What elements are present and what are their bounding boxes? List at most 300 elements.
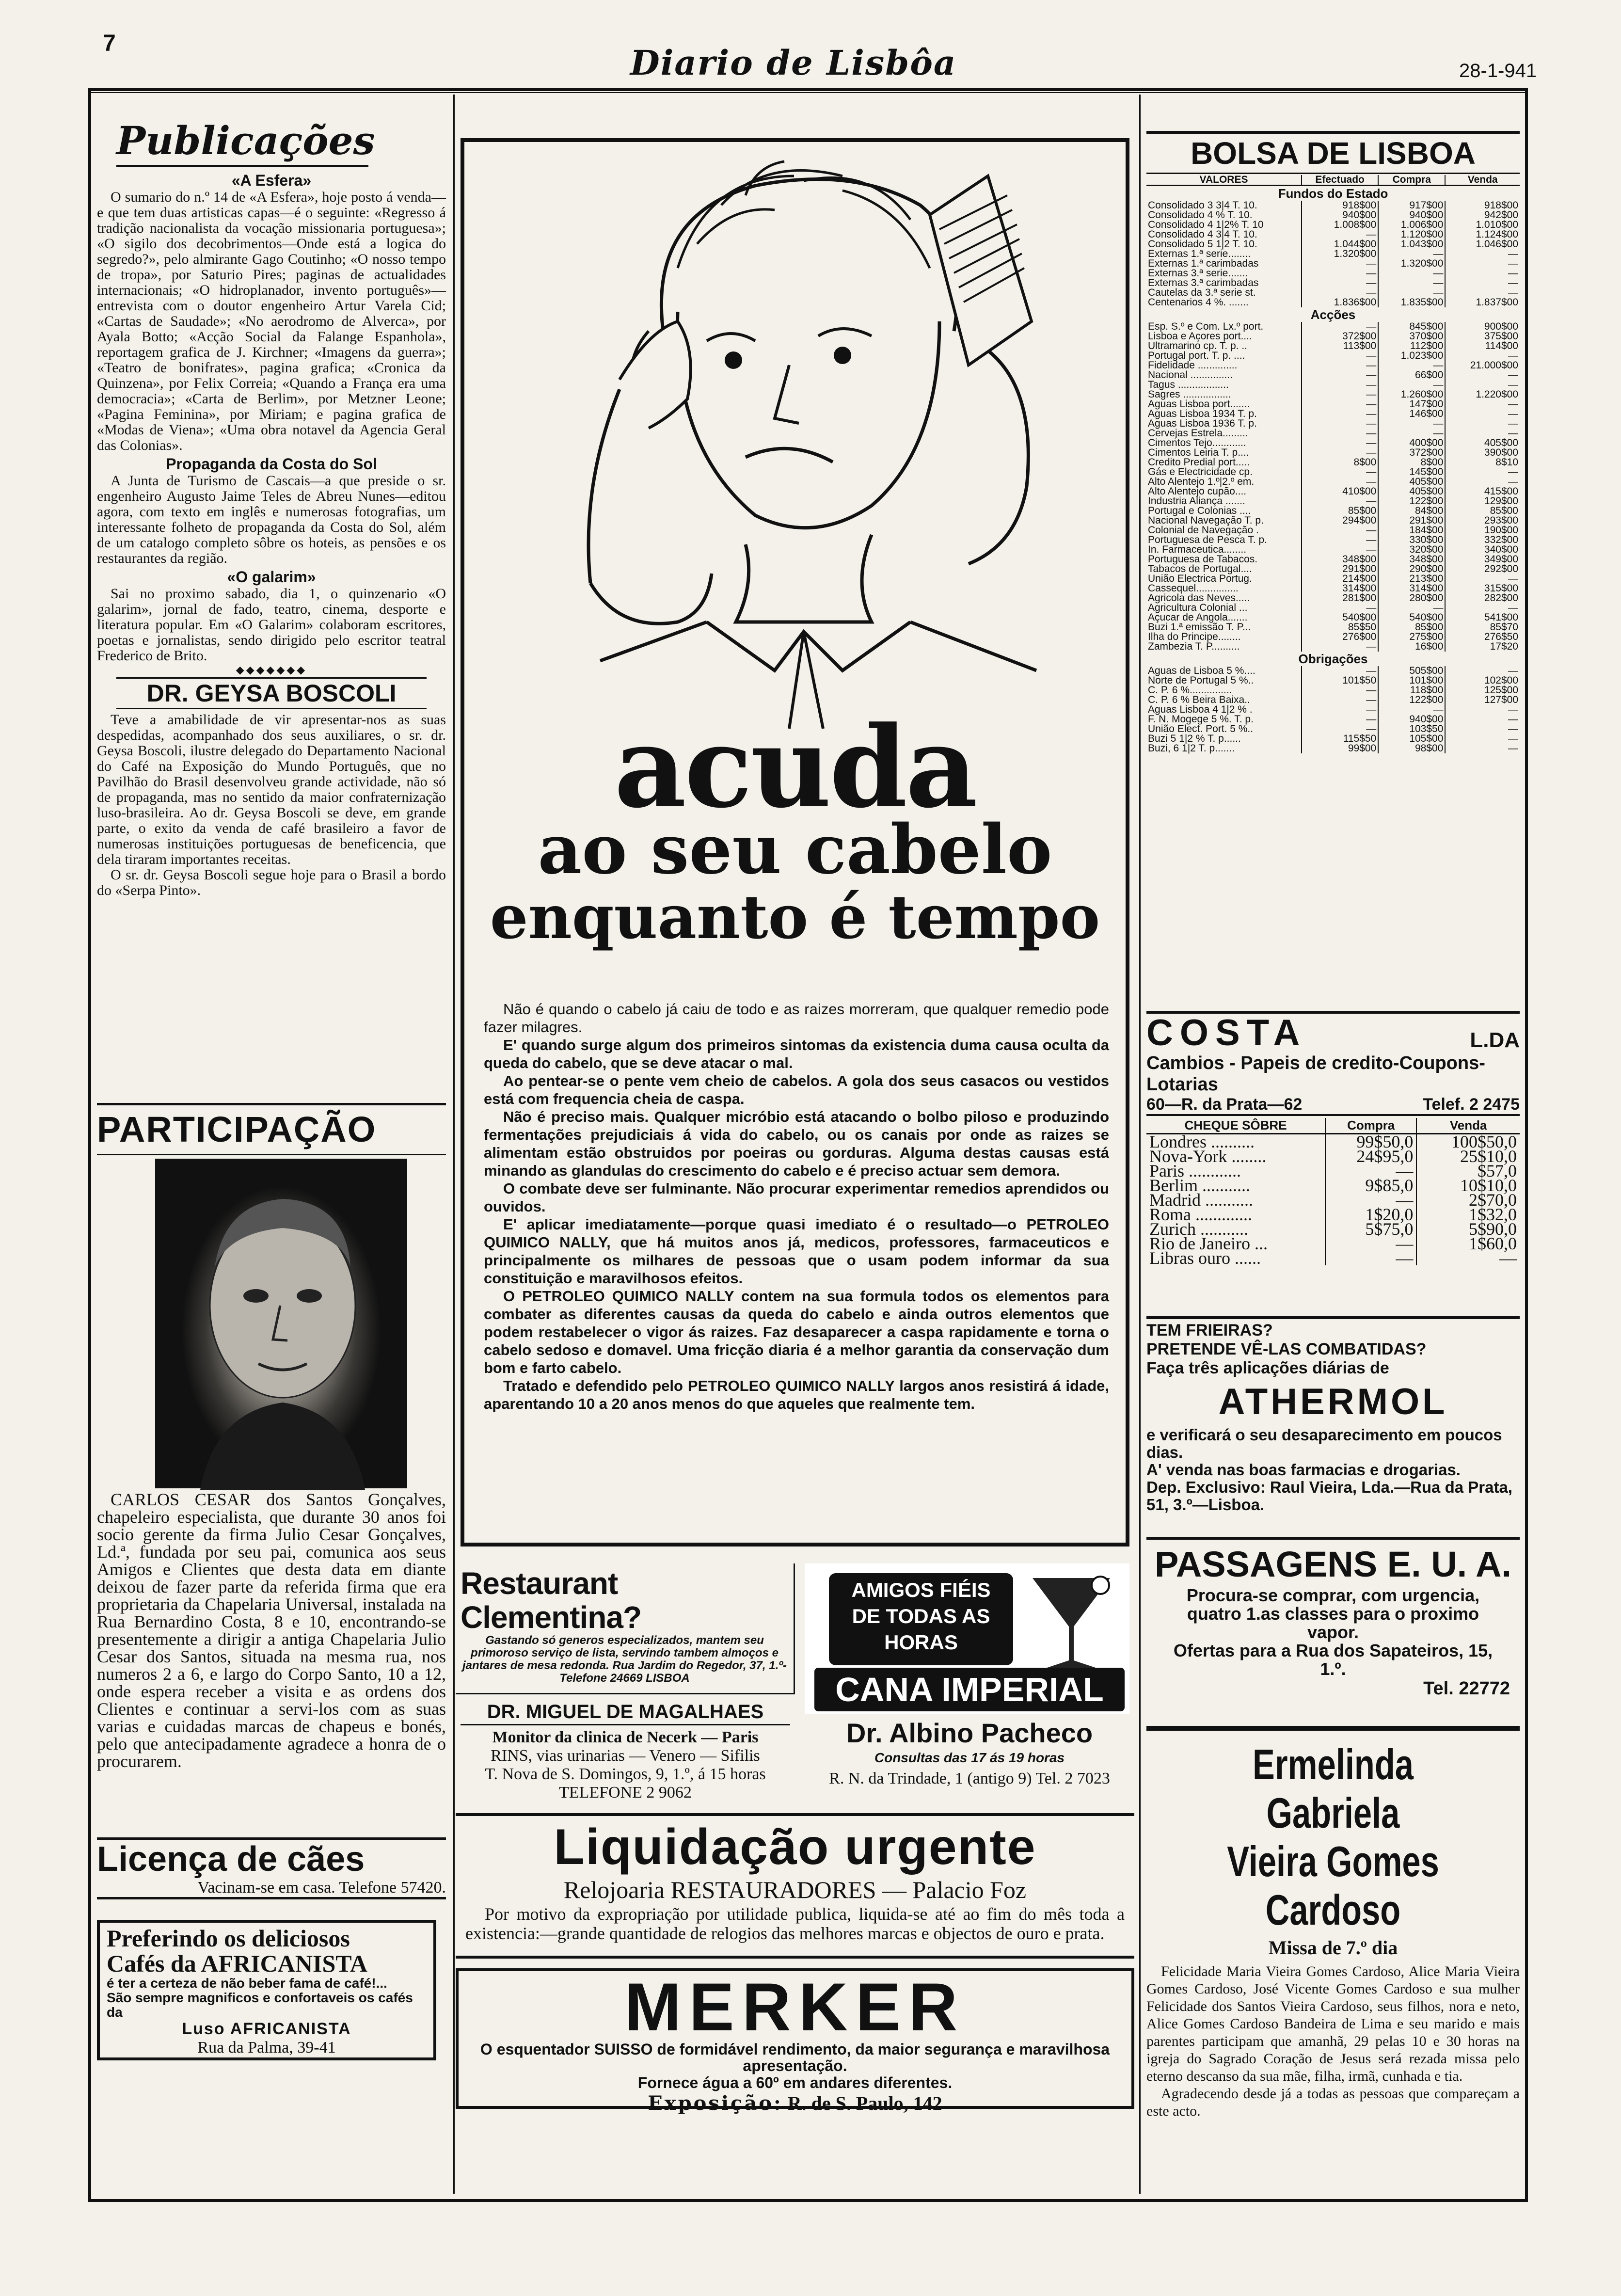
bolsa-row xyxy=(1146,705,1520,715)
bolsa-row xyxy=(1146,230,1520,239)
bolsa-security: C. P. 6 %............... xyxy=(1148,685,1232,696)
bolsa-value: — xyxy=(1302,695,1378,705)
cana-imperial-ad xyxy=(805,1563,1129,1714)
bolsa-value: — xyxy=(1445,351,1520,361)
bolsa-row xyxy=(1146,584,1520,593)
bolsa-security: Cassequel............... xyxy=(1148,583,1239,594)
portrait-photo xyxy=(155,1159,407,1488)
bolsa-security: Cautelas da 3.ª serie st. xyxy=(1148,287,1256,298)
cheque-rate: — xyxy=(1325,1164,1416,1178)
bolsa-value: 940$00 xyxy=(1378,210,1445,220)
magalhaes-name: DR. MIGUEL DE MAGALHAES xyxy=(461,1700,790,1725)
man-combing-hair-illustration xyxy=(503,147,1085,738)
athermol-brand: ATHERMOL xyxy=(1218,1381,1448,1422)
passagens-text: Procura-se comprar, com urgencia, quatro 1.as classes para o proximo vapor. xyxy=(1186,1585,1480,1642)
bolsa-security: Sagres ................. xyxy=(1148,389,1231,400)
bolsa-value: 85$00 xyxy=(1445,506,1520,516)
cheque-rate: 25$10,0 xyxy=(1416,1149,1520,1164)
bolsa-value: — xyxy=(1378,249,1445,259)
bolsa-value: — xyxy=(1378,705,1445,715)
bolsa-row xyxy=(1146,288,1520,298)
bolsa-row xyxy=(1146,361,1520,370)
clementina-title: Restaurant Clementina? xyxy=(461,1566,642,1635)
costa-address: 60—R. da Prata—62 xyxy=(1146,1095,1303,1114)
bolsa-row xyxy=(1146,370,1520,380)
bolsa-value: 375$00 xyxy=(1445,332,1520,341)
nally-headline-2: ao seu cabelo xyxy=(538,810,1052,890)
africanista-title-2: Cafés da AFRICANISTA xyxy=(107,1950,368,1977)
bolsa-security: Norte de Portugal 5 %.. xyxy=(1148,675,1254,686)
bolsa-security: Aguas Lisboa 1934 T. p. xyxy=(1148,408,1257,419)
bolsa-value: — xyxy=(1445,429,1520,438)
bolsa-row xyxy=(1146,593,1520,603)
bolsa-section xyxy=(1146,131,1520,753)
ermelinda-subtitle: Missa de 7.º dia xyxy=(1268,1937,1398,1959)
bolsa-security: Aguas Lisboa 4 1|2 % . xyxy=(1148,704,1253,715)
bolsa-security: Tabacos de Portugal.... xyxy=(1148,563,1252,574)
bolsa-row xyxy=(1146,458,1520,467)
bolsa-security: Consolidado 5 1|2 T. 10. xyxy=(1148,239,1257,250)
publicacoes-column xyxy=(97,116,446,898)
bolsa-security: Consolidado 3 3|4 T. 10. xyxy=(1148,200,1257,211)
bolsa-value: 114$00 xyxy=(1445,341,1520,351)
bolsa-security: Consolidado 4 1|2% T. 10 xyxy=(1148,219,1264,230)
bolsa-security: Portuguesa de Pesca T. p. xyxy=(1148,534,1267,545)
bolsa-value: — xyxy=(1445,249,1520,259)
bolsa-security: Alto Alentejo 1.º|2.º em. xyxy=(1148,476,1255,487)
bolsa-section-name: Acções xyxy=(1310,307,1356,322)
bolsa-value: — xyxy=(1302,467,1378,477)
bolsa-row xyxy=(1146,695,1520,705)
bolsa-value: 1.120$00 xyxy=(1378,230,1445,239)
pacheco-line-2: R. N. da Trindade, 1 (antigo 9) Tel. 2 7023 xyxy=(829,1770,1110,1787)
bolsa-row xyxy=(1146,477,1520,487)
cheque-rate: 24$95,0 xyxy=(1325,1149,1416,1164)
bolsa-security: Buzi 1.ª emissão T. P... xyxy=(1148,622,1251,633)
galarim-heading: «O galarim» xyxy=(227,568,316,586)
cheque-col-venda: Venda xyxy=(1416,1118,1520,1134)
bolsa-value: — xyxy=(1378,278,1445,288)
galarim-text: Sai no proximo sabado, dia 1, o quinzenario «O galarim», jornal de fado, teatro, cinema, desporte e literatura popular. Em «O Galarim» colaboram escritores, poetas e jornalistas, sendo dirigido pelo escritor teatral Frederico de Brito. xyxy=(97,586,446,664)
bolsa-row xyxy=(1146,278,1520,288)
cheque-city: Roma ............. xyxy=(1149,1205,1252,1224)
bolsa-security: Colonial de Navegação . xyxy=(1148,525,1259,536)
bolsa-value: — xyxy=(1445,734,1520,744)
cana-line-1: AMIGOS FIÉIS xyxy=(851,1578,991,1601)
bolsa-value: — xyxy=(1445,715,1520,724)
bolsa-section-name: Obrigações xyxy=(1298,652,1368,666)
bolsa-security: Consolidado 4 % T. 10. xyxy=(1148,209,1253,221)
bolsa-security: Portuguesa de Tabacos. xyxy=(1148,554,1258,565)
bolsa-row xyxy=(1146,390,1520,399)
bolsa-value: — xyxy=(1378,603,1445,613)
bolsa-row xyxy=(1146,666,1520,676)
costa-phone: Telef. 2 2475 xyxy=(1423,1095,1520,1114)
portrait-figure xyxy=(157,1160,409,1490)
bolsa-row xyxy=(1146,564,1520,574)
bolsa-security: Ilha do Principe........ xyxy=(1148,631,1241,642)
merker-title: MERKER xyxy=(624,1969,966,2045)
bolsa-security: Alto Alentejo cupão.... xyxy=(1148,486,1247,497)
nally-p8: Tratado e defendido pelo PETROLEO QUIMICO NALLY largos anos resistirá á idade, aparentando 10 a 20 anos menos do que aqueles que realmente tem. xyxy=(484,1377,1109,1412)
bolsa-value: — xyxy=(1302,230,1378,239)
cheque-city: Nova-York ........ xyxy=(1149,1147,1267,1166)
bolsa-row xyxy=(1146,734,1520,744)
bolsa-value: — xyxy=(1302,448,1378,458)
bolsa-value: 290$00 xyxy=(1378,564,1445,574)
bolsa-row xyxy=(1146,341,1520,351)
bolsa-row xyxy=(1146,249,1520,259)
bolsa-row xyxy=(1146,506,1520,516)
ermelinda-name-1: Ermelinda Gabriela xyxy=(1253,1740,1414,1837)
passagens-ad xyxy=(1146,1537,1520,1699)
cheque-city: Libras ouro ...... xyxy=(1149,1248,1261,1268)
cheque-rate: 5$90,0 xyxy=(1416,1222,1520,1236)
section-divider: ◆◆◆◆◆◆◆ xyxy=(236,664,307,676)
bolsa-row xyxy=(1146,239,1520,249)
bolsa-value: 540$00 xyxy=(1378,613,1445,622)
bolsa-value: 112$00 xyxy=(1378,341,1445,351)
cheque-rate: 5$75,0 xyxy=(1325,1222,1416,1236)
bolsa-value: — xyxy=(1378,361,1445,370)
bolsa-value: 348$00 xyxy=(1378,555,1445,564)
bolsa-security: Externas 1.ª carimbadas xyxy=(1148,258,1259,269)
bolsa-value: — xyxy=(1302,390,1378,399)
bolsa-value: 8$00 xyxy=(1378,458,1445,467)
bolsa-value: 370$00 xyxy=(1378,332,1445,341)
costa-sol-heading: Propaganda da Costa do Sol xyxy=(166,455,377,473)
bolsa-value: 125$00 xyxy=(1445,686,1520,695)
costa-subtitle: Cambios - Papeis de credito-Coupons-Lotarias xyxy=(1146,1053,1485,1095)
bolsa-value: — xyxy=(1302,269,1378,278)
nally-p3: Ao pentear-se o pente vem cheio de cabelos. A gola dos seus casacos ou vestidos está com frequencia cheia de caspa. xyxy=(484,1072,1109,1107)
bolsa-value: 146$00 xyxy=(1378,409,1445,419)
cheque-rate: 1$60,0 xyxy=(1416,1236,1520,1251)
cana-brand: CANA IMPERIAL xyxy=(814,1668,1125,1711)
bolsa-section-header xyxy=(1146,186,1520,201)
bolsa-value: — xyxy=(1445,278,1520,288)
bolsa-value: 122$00 xyxy=(1378,496,1445,506)
bolsa-value: — xyxy=(1378,269,1445,278)
bolsa-value: — xyxy=(1302,399,1378,409)
bolsa-value: — xyxy=(1302,278,1378,288)
bolsa-value: 332$00 xyxy=(1445,535,1520,545)
boscoli-text: Teve a amabilidade de vir apresentar-nos as suas despedidas, acompanhado dos seus auxiliares, o sr. dr. Geysa Boscoli, ilustre delegado do Departamento Nacional do Café na Exposição do Mundo Português, que no Pavilhão do Brasil desenvolveu grande actividade, não só de propaganda, mas no sentido da maior confraternização luso-brasileira. Ao dr. Geysa Boscoli se deve, em grande parte, o exito da venda de café brasileiro a favor de numerosas instituições portuguesas de beneficencia, que dela tiraram importantes receitas. xyxy=(97,712,446,867)
bolsa-value: — xyxy=(1302,419,1378,429)
cheque-rate: — xyxy=(1325,1251,1416,1265)
bolsa-row xyxy=(1146,642,1520,652)
bolsa-value: 1.320$00 xyxy=(1302,249,1378,259)
bolsa-value: — xyxy=(1302,361,1378,370)
bolsa-row xyxy=(1146,487,1520,496)
bolsa-value: — xyxy=(1378,288,1445,298)
bolsa-security: Cervejas Estrela......... xyxy=(1148,428,1248,439)
bolsa-value: 400$00 xyxy=(1378,438,1445,448)
bolsa-security: Tagus .................. xyxy=(1148,379,1229,390)
bolsa-value: 940$00 xyxy=(1378,715,1445,724)
bolsa-value: — xyxy=(1445,259,1520,269)
bolsa-value: 340$00 xyxy=(1445,545,1520,555)
costa-name: COSTA xyxy=(1146,1012,1307,1053)
esfera-text: O sumario do n.º 14 de «A Esfera», hoje posto á venda— e que tem duas artisticas capas—é o seguinte: «Regresso á tradição nacionalista da vocação missionaria portuguesa»; «O sigilo dos decobrimentos—Onde está a logica do segredo?», pelo almirante Gago Coutinho; «O nosso tempo de tropa», por Saturio Pires; paginas de actualidades internacionais; «O hidroplanador, invento português»—entrevista com o doutor engenheiro Artur Varela Cid; «Cartas de Saudade»; «No aerodromo de Alverca», por Ayala Botto; «Acção Social da Falange Espanhola», reportagem grafica de J. Kirchner; «Imagens da guerra»; «Teatro de bonifrates», pagina grafica; «Cronica da Quinzena», por Felix Correia; «Quando a França era uma democracia»; «Carta de Berlim», por Metzner Leone; «Pagina Feminina», por Miriam; e pagina grafica de «Modas de Viena»; «Uma obra notavel da Agencia Geral das Colonias». xyxy=(97,189,446,453)
bolsa-security: C. P. 6 % Beira Baixa.. xyxy=(1148,694,1250,705)
cheque-col-label: CHEQUE SÔBRE xyxy=(1184,1118,1287,1132)
bolsa-row xyxy=(1146,622,1520,632)
bolsa-value: 292$00 xyxy=(1445,564,1520,574)
bolsa-value: 276$00 xyxy=(1302,632,1378,642)
nally-p5: O combate deve ser fulminante. Não procurar experimentar remedios aprendidos ou ouvidos. xyxy=(484,1180,1109,1215)
bolsa-value: — xyxy=(1302,288,1378,298)
masthead: Diario de Lisbôa xyxy=(630,43,957,83)
cana-line-3: HORAS xyxy=(884,1631,958,1654)
ermelinda-notice xyxy=(1146,1726,1520,2120)
africanista-line-3: Luso AFRICANISTA xyxy=(182,2020,351,2038)
bolsa-value: 113$00 xyxy=(1302,341,1378,351)
bolsa-row xyxy=(1146,380,1520,390)
athermol-line-1: TEM FRIEIRAS? xyxy=(1146,1321,1273,1339)
africanista-line-4: Rua da Palma, 39-41 xyxy=(197,2039,336,2057)
bolsa-value: — xyxy=(1445,288,1520,298)
bolsa-security: Cimentos Tejo............ xyxy=(1148,437,1246,448)
bolsa-row xyxy=(1146,724,1520,734)
bolsa-value: — xyxy=(1302,686,1378,695)
bolsa-value: — xyxy=(1445,666,1520,676)
bolsa-security: Aguas Lisboa port....... xyxy=(1148,399,1250,410)
esfera-heading: «A Esfera» xyxy=(231,172,312,189)
bolsa-security: Externas 3.ª serie....... xyxy=(1148,268,1248,279)
cheque-rate: 9$85,0 xyxy=(1325,1178,1416,1193)
bolsa-value: — xyxy=(1302,496,1378,506)
bolsa-value: 8$00 xyxy=(1302,458,1378,467)
liquidacao-subtitle: Relojoaria RESTAURADORES — Palacio Foz xyxy=(563,1876,1027,1903)
bolsa-row xyxy=(1146,429,1520,438)
bolsa-row xyxy=(1146,686,1520,695)
licenca-text: Vacinam-se em casa. Telefone 57420. xyxy=(197,1879,446,1897)
bolsa-value: 314$00 xyxy=(1302,584,1378,593)
cheque-rate: 2$70,0 xyxy=(1416,1193,1520,1207)
bolsa-security: Industria Aliança ....... xyxy=(1148,495,1245,507)
bolsa-value: — xyxy=(1445,574,1520,584)
bolsa-value: 1.260$00 xyxy=(1378,390,1445,399)
athermol-line-4: e verificará o seu desaparecimento em poucos dias. xyxy=(1146,1426,1502,1461)
bolsa-security: Nacional ............... xyxy=(1148,369,1233,381)
bolsa-value: — xyxy=(1445,409,1520,419)
bolsa-value: 940$00 xyxy=(1302,210,1378,220)
bolsa-value: 118$00 xyxy=(1378,686,1445,695)
bolsa-security: F. N. Mogege 5 %. T. p. xyxy=(1148,714,1254,725)
bolsa-value: 1.124$00 xyxy=(1445,230,1520,239)
bolsa-value: — xyxy=(1302,526,1378,535)
costa-ad xyxy=(1146,1011,1520,1268)
pacheco-ad xyxy=(805,1716,1134,1811)
page-number: 7 xyxy=(103,31,116,56)
cheque-rate: — xyxy=(1416,1251,1520,1265)
clementina-ad xyxy=(456,1563,795,1694)
bolsa-value: 127$00 xyxy=(1445,695,1520,705)
bolsa-security: União Electrica Portug. xyxy=(1148,573,1252,584)
bolsa-security: Açucar de Angola....... xyxy=(1148,612,1248,623)
bolsa-row xyxy=(1146,545,1520,555)
bolsa-col-valores: VALORES xyxy=(1199,174,1248,185)
bolsa-value: — xyxy=(1445,477,1520,487)
ermelinda-text: Felicidade Maria Vieira Gomes Cardoso, Alice Maria Vieira Gomes Cardoso, José Vicente Gomes Cardoso e sua mulher Felicidade dos Santos Vieira Cardoso, seus filhos, nora e neto, Alice Gomes Cardoso Bandeira de Lima e seu marido e mais parentes participam que amanhã, 29 pelas 10 e 30 horas na igreja do Sagrado Coração de Jesus será rezada missa pelo eterno descanso da sua mãe, filha, irmã, cunhada e tia. xyxy=(1146,1963,1520,2084)
cheque-city: Paris ............ xyxy=(1149,1161,1241,1180)
liquidacao-text: Por motivo da expropriação por utilidade publica, liquida-se até ao fim do mês toda a existencia:—grande quantidade de relogios das melhores marcas e objectos de ouro e prata. xyxy=(465,1904,1125,1943)
bolsa-row xyxy=(1146,220,1520,230)
bolsa-value: 372$00 xyxy=(1302,332,1378,341)
bolsa-value: 541$00 xyxy=(1445,613,1520,622)
bolsa-value: 184$00 xyxy=(1378,526,1445,535)
cheque-rate: 99$50,0 xyxy=(1325,1134,1416,1149)
bolsa-value: 315$00 xyxy=(1445,584,1520,593)
bolsa-value: 1.008$00 xyxy=(1302,220,1378,230)
bolsa-row xyxy=(1146,535,1520,545)
bolsa-row xyxy=(1146,438,1520,448)
bolsa-row xyxy=(1146,632,1520,642)
bolsa-value: 102$00 xyxy=(1445,676,1520,686)
bolsa-row xyxy=(1146,332,1520,341)
cheque-col-compra: Compra xyxy=(1325,1118,1416,1134)
pacheco-name: Dr. Albino Pacheco xyxy=(846,1718,1093,1748)
costa-lda: L.DA xyxy=(1470,1028,1520,1052)
cana-line-2: DE TODAS AS xyxy=(852,1605,990,1627)
cheque-rate: — xyxy=(1325,1236,1416,1251)
nally-p4: Não é preciso mais. Qualquer micróbio está atacando o bolbo piloso e produzindo fermentações prejudiciais á vida do cabelo, ou os canais por onde as raizes se alimentam estão obstruidos por poeiras ou gorduras. Alguma destas causas está minando as glandulas do crescimento do cabelo e é preciso actuar sem demora. xyxy=(484,1108,1109,1179)
bolsa-value: 276$50 xyxy=(1445,632,1520,642)
bolsa-value: 282$00 xyxy=(1445,593,1520,603)
nally-p6: E' aplicar imediatamente—porque quasi imediato é o resultado—o PETROLEO QUIMICO NALLY, que há muitos anos já, medicos, professores, farmaceuticos e principalmente os milhares de pessoas que o usam podem informar da sua constituição e maravilhosos efeitos. xyxy=(484,1216,1109,1287)
bolsa-value: 415$00 xyxy=(1445,487,1520,496)
clementina-text: Gastando só generos especializados, mantem seu primoroso serviço de lista, servindo tambem almoços e jantares de mesa redonda. Rua Jardim do Regedor, 37, 1.º-Telefone 24669 LISBOA xyxy=(462,1634,787,1685)
cheque-rate: — xyxy=(1325,1193,1416,1207)
bolsa-value: — xyxy=(1378,419,1445,429)
bolsa-value: 918$00 xyxy=(1302,201,1378,210)
merker-ad xyxy=(456,1968,1134,2115)
bolsa-row xyxy=(1146,399,1520,409)
bolsa-row xyxy=(1146,298,1520,307)
bolsa-value: 101$50 xyxy=(1302,676,1378,686)
cheque-city: Madrid ........... xyxy=(1149,1190,1253,1210)
bolsa-row xyxy=(1146,259,1520,269)
bolsa-row xyxy=(1146,516,1520,526)
bolsa-col-compra: Compra xyxy=(1378,175,1445,186)
bolsa-value: 917$00 xyxy=(1378,201,1445,210)
bolsa-security: Ultramarino cp. T. p. .. xyxy=(1148,340,1248,351)
magalhaes-line-3: T. Nova de S. Domingos, 9, 1.º, á 15 horas xyxy=(485,1765,766,1783)
cheque-city: Berlim ........... xyxy=(1149,1176,1250,1195)
bolsa-value: 372$00 xyxy=(1378,448,1445,458)
bolsa-value: — xyxy=(1302,322,1378,332)
ermelinda-name-2: Vieira Gomes Cardoso xyxy=(1227,1837,1439,1934)
bolsa-security: Externas 3.ª carimbadas xyxy=(1148,277,1259,288)
bolsa-value: 1.044$00 xyxy=(1302,239,1378,249)
bolsa-value: 293$00 xyxy=(1445,516,1520,526)
bolsa-security: Fidelidade .............. xyxy=(1148,360,1238,371)
bolsa-security: Gás e Electricidade cp. xyxy=(1148,466,1253,478)
bolsa-value: — xyxy=(1302,724,1378,734)
costa-sol-text: A Junta de Turismo de Cascais—a que preside o sr. engenheiro Augusto Jaime Teles de Abreu Nunes—editou agora, com texto em inglês e numerosas fotografias, um interessante folheto de propaganda da Costa do Sol, além de um catalogo completo sôbre os hoteis, as pensões e os restaurantes da região. xyxy=(97,473,446,566)
bolsa-value: — xyxy=(1302,351,1378,361)
bolsa-value: — xyxy=(1302,715,1378,724)
column-rule-left xyxy=(453,95,455,2194)
bolsa-row xyxy=(1146,322,1520,332)
bolsa-value: — xyxy=(1302,370,1378,380)
athermol-line-3: Faça três aplicações diárias de xyxy=(1146,1359,1389,1377)
ermelinda-text-2: Agradecendo desde já a todas as pessoas que compareçam a este acto. xyxy=(1146,2086,1520,2119)
bolsa-row xyxy=(1146,613,1520,622)
bolsa-security: Portugal e Colonias .... xyxy=(1148,505,1251,516)
boscoli-text-2: O sr. dr. Geysa Boscoli segue hoje para o Brasil a bordo do «Serpa Pinto». xyxy=(97,867,446,898)
nally-headline-3: enquanto é tempo xyxy=(490,882,1100,953)
bolsa-row xyxy=(1146,467,1520,477)
bolsa-value: — xyxy=(1302,705,1378,715)
africanista-ad xyxy=(97,1920,436,2060)
africanista-title-1: Preferindo os deliciosos xyxy=(107,1925,350,1952)
bolsa-value: 1.836$00 xyxy=(1302,298,1378,307)
athermol-ad xyxy=(1146,1316,1520,1514)
bolsa-value: 291$00 xyxy=(1378,516,1445,526)
bolsa-value: 505$00 xyxy=(1378,666,1445,676)
bolsa-value: 320$00 xyxy=(1378,545,1445,555)
bolsa-value: — xyxy=(1302,545,1378,555)
merker-exposicao-address: R. de S. Paulo, 142 xyxy=(787,2092,942,2114)
bolsa-value: 1.043$00 xyxy=(1378,239,1445,249)
bolsa-value: — xyxy=(1445,380,1520,390)
bolsa-value: — xyxy=(1302,259,1378,269)
bolsa-value: 98$00 xyxy=(1378,744,1445,753)
liquidacao-ad xyxy=(456,1813,1134,1959)
nally-headline-1: acuda xyxy=(614,702,976,833)
bolsa-security: Aguas de Lisboa 5 %.... xyxy=(1148,665,1255,676)
bolsa-value: — xyxy=(1378,380,1445,390)
bolsa-value: 275$00 xyxy=(1378,632,1445,642)
bolsa-value: — xyxy=(1445,724,1520,734)
bolsa-row xyxy=(1146,351,1520,361)
bolsa-value: 85$50 xyxy=(1302,622,1378,632)
bolsa-section-name: Fundos do Estado xyxy=(1278,186,1388,201)
bolsa-value: 105$00 xyxy=(1378,734,1445,744)
bolsa-value: 1.837$00 xyxy=(1445,298,1520,307)
bolsa-value: — xyxy=(1445,269,1520,278)
bolsa-security: Consolidado 4 3|4 T. 10. xyxy=(1148,229,1257,240)
bolsa-value: 1.023$00 xyxy=(1378,351,1445,361)
nally-p2: E' quando surge algum dos primeiros sintomas da existencia duma causa oculta da queda do cabelo, que se deve atacar o mal. xyxy=(484,1036,1109,1071)
cheque-city: Zurich ........... xyxy=(1149,1219,1248,1239)
bolsa-value: 900$00 xyxy=(1445,322,1520,332)
merker-line-1: O esquentador SUISSO de formidável rendimento, da maior segurança e maravilhosa apresentação. xyxy=(480,2041,1110,2074)
bolsa-value: 129$00 xyxy=(1445,496,1520,506)
cana-banner xyxy=(829,1573,1013,1665)
bolsa-row xyxy=(1146,419,1520,429)
cheque-rate: $57,0 xyxy=(1416,1164,1520,1178)
bolsa-value: 1.220$00 xyxy=(1445,390,1520,399)
bolsa-value: 348$00 xyxy=(1302,555,1378,564)
magalhaes-line-4: TELEFONE 2 9062 xyxy=(559,1784,692,1802)
participacao-title: PARTICIPAÇÃO xyxy=(97,1103,446,1155)
column-rule-right xyxy=(1139,95,1141,2194)
nally-ad xyxy=(461,138,1129,1547)
bolsa-value: 410$00 xyxy=(1302,487,1378,496)
bolsa-value: 1.835$00 xyxy=(1378,298,1445,307)
bolsa-row xyxy=(1146,496,1520,506)
bolsa-value: 84$00 xyxy=(1378,506,1445,516)
bolsa-value: 213$00 xyxy=(1378,574,1445,584)
africanista-line-1: é ter a certeza de não beber fama de café!... xyxy=(107,1976,387,1991)
bolsa-value: 942$00 xyxy=(1445,210,1520,220)
boscoli-title: DR. GEYSA BOSCOLI xyxy=(116,677,427,709)
bolsa-col-venda: Venda xyxy=(1445,175,1520,186)
bolsa-security: Credito Predial port..... xyxy=(1148,457,1250,468)
